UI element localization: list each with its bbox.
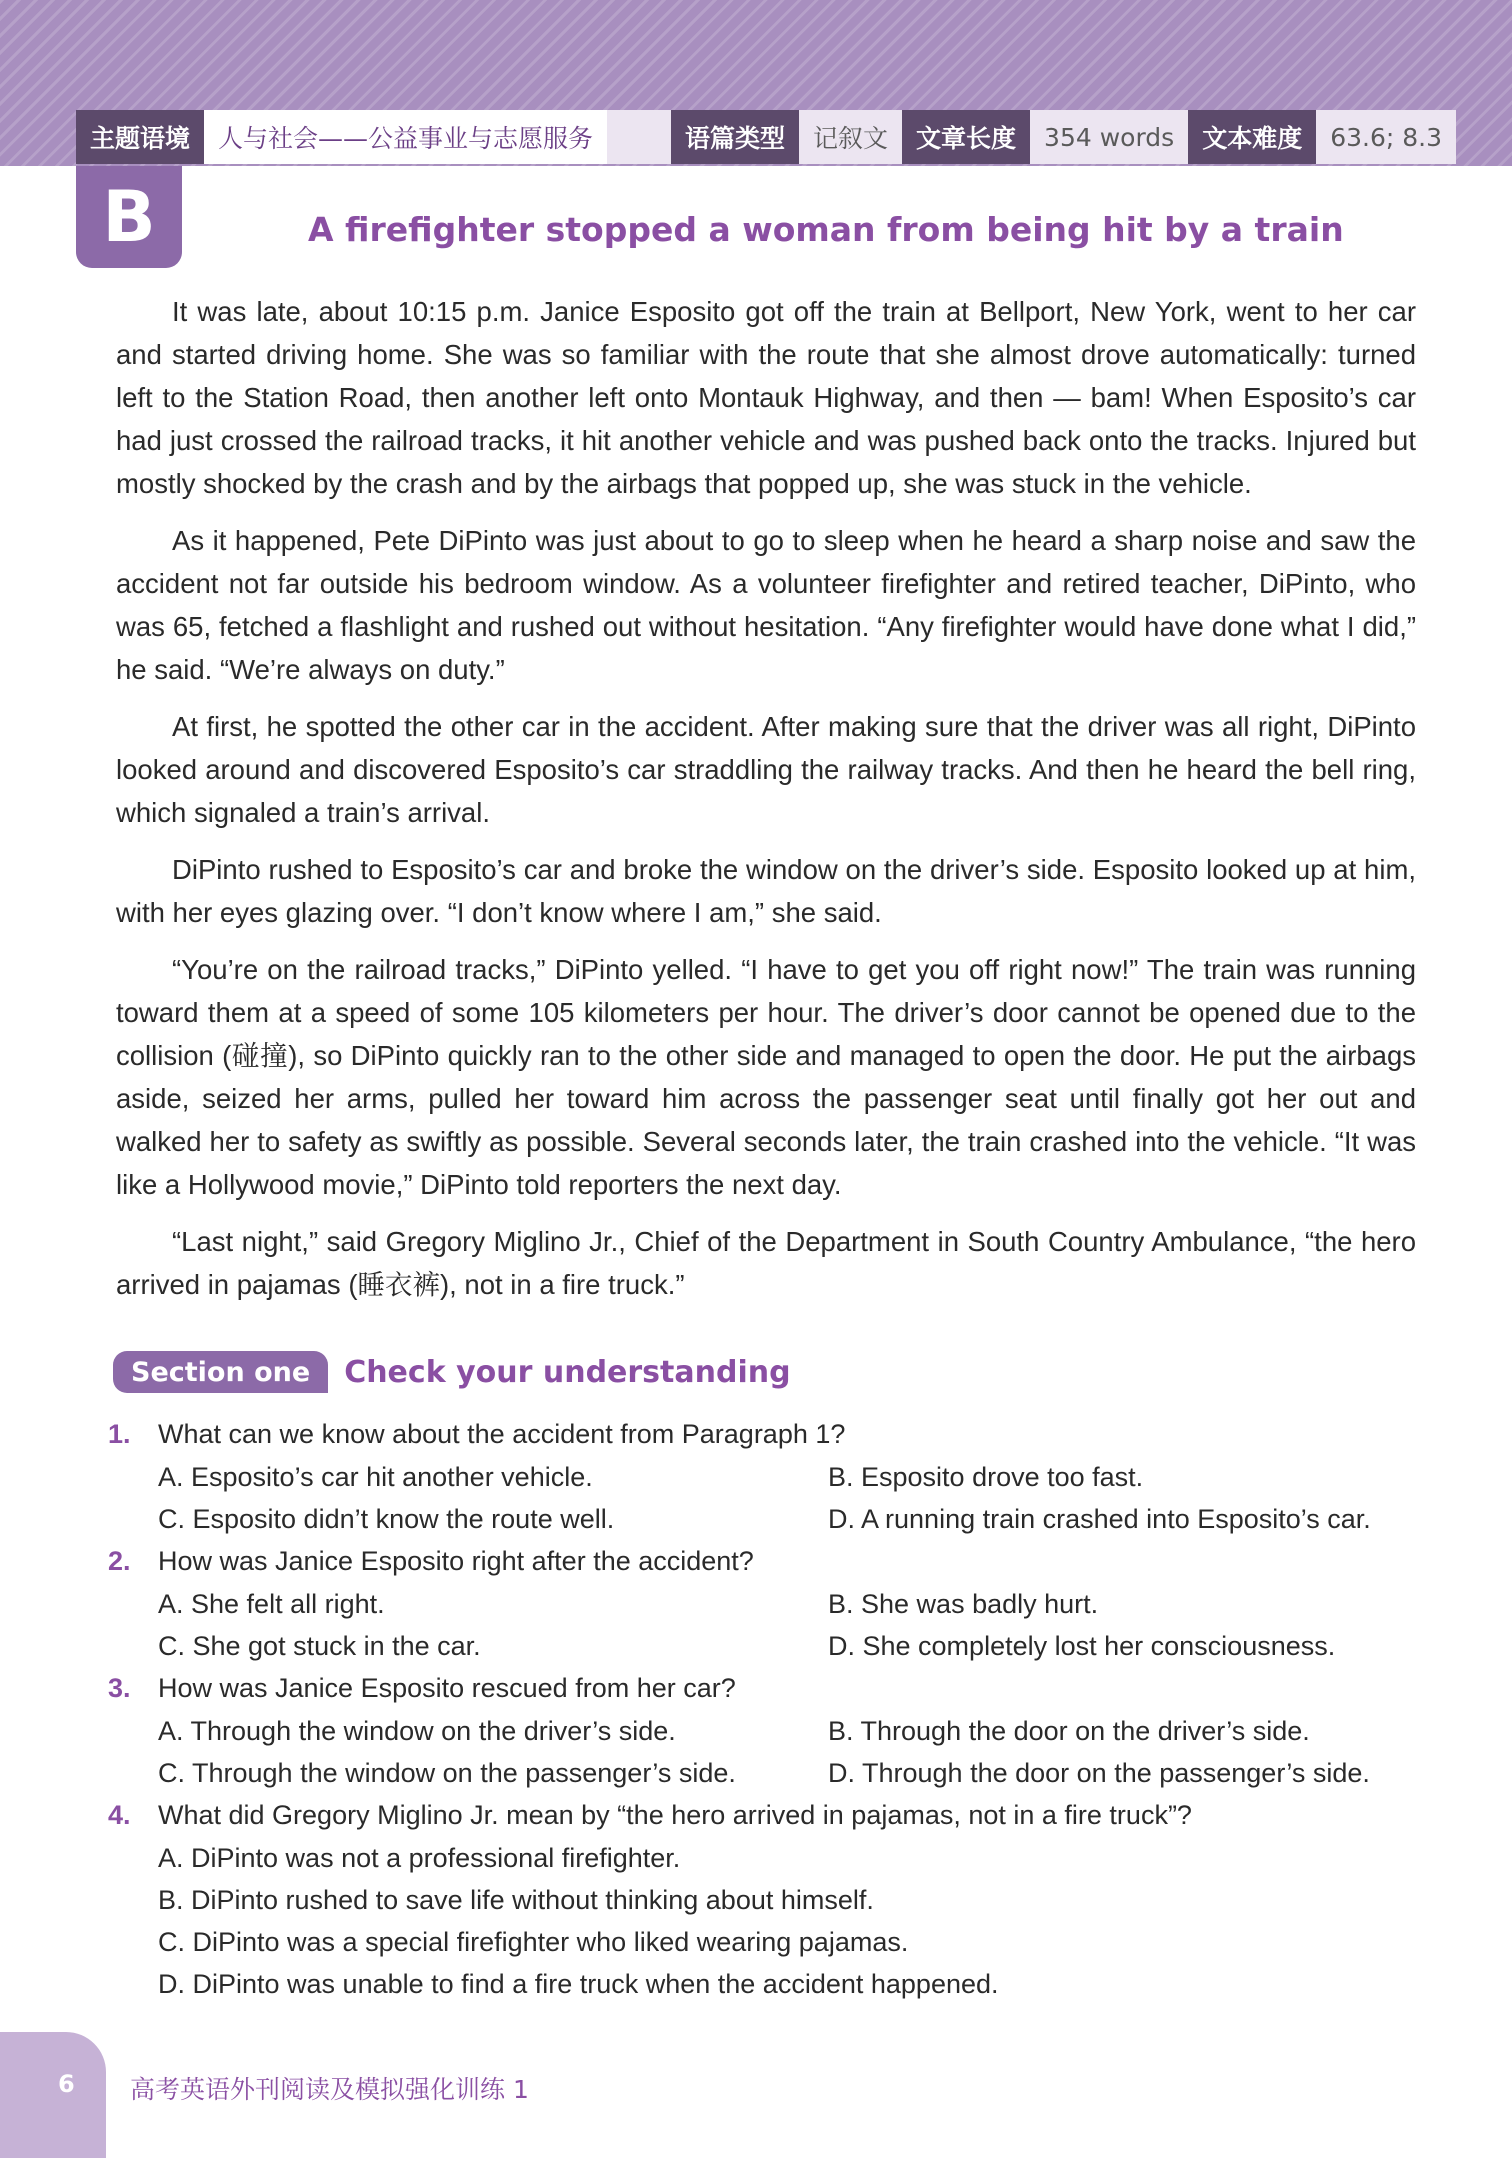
option-a[interactable]: A. Through the window on the driver’s side. [158, 1715, 676, 1746]
option-c[interactable]: C. She got stuck in the car. [158, 1630, 481, 1661]
option-d[interactable]: D. DiPinto was unable to find a fire truck when the accident happened. [158, 1968, 999, 1999]
paragraph-5: “You’re on the railroad tracks,” DiPinto yelled. “I have to get you off right now!” The train was running toward them at a speed of some 105 kilometers per hour. The driver’s door cannot be opened due to the collision (碰撞), so DiPinto quickly ran to the other side and managed to open the door. He put the airbags aside, seized her arms, pulled her toward him across the passenger seat until finally got her out and walked her to safety as swiftly as possible. Several seconds later, the train crashed into the vehicle. “It was like a Hollywood movie,” DiPinto told reporters the next day. [116, 954, 1416, 1200]
option-b[interactable]: B. She was badly hurt. [828, 1588, 1099, 1619]
section-title: Check your understanding [344, 1354, 791, 1390]
theme-value: 人与社会——公益事业与志愿服务 [204, 110, 607, 164]
theme-label: 主题语境 [76, 110, 204, 164]
question-stem [108, 1413, 1428, 1456]
paragraph-6: “Last night,” said Gregory Miglino Jr., Chief of the Department in South Country Ambulance, “the hero arrived in pajamas (睡衣裤), not in a fire truck.” [116, 1226, 1416, 1300]
question-number: 1. [108, 1419, 131, 1449]
question-number: 3. [108, 1673, 131, 1703]
question-2 [108, 1540, 1428, 1667]
question-3 [108, 1667, 1428, 1794]
paragraph-4: DiPinto rushed to Esposito’s car and broke the window on the driver’s side. Esposito looked up at him, with her eyes glazing over. “I don’t know where I am,” she said. [116, 854, 1416, 928]
question-number: 2. [108, 1546, 131, 1576]
question-text: What did Gregory Miglino Jr. mean by “the hero arrived in pajamas, not in a fire truck”? [158, 1800, 1192, 1830]
question-4 [108, 1794, 1428, 2005]
question-stem [108, 1667, 1428, 1710]
length-label: 文章长度 [902, 110, 1030, 164]
option-c[interactable]: C. Through the window on the passenger’s side. [158, 1757, 736, 1788]
option-d[interactable]: D. Through the door on the passenger’s side. [828, 1757, 1370, 1788]
info-bar-spacer [607, 110, 671, 164]
text-type-value: 记叙文 [799, 110, 902, 164]
question-stem [108, 1540, 1428, 1583]
option-b[interactable]: B. Esposito drove too fast. [828, 1461, 1144, 1492]
question-stem [108, 1794, 1428, 1837]
section-heading [113, 1351, 791, 1393]
difficulty-value: 63.6; 8.3 [1316, 110, 1456, 164]
text-type-label: 语篇类型 [671, 110, 799, 164]
footer-tab [0, 2032, 106, 2158]
paragraph-1: It was late, about 10:15 p.m. Janice Esposito got off the train at Bellport, New York, went to her car and started driving home. She was so familiar with the route that she almost drove automatically: turned left to the Station Road, then another left onto Montauk Highway, and then — bam! When Esposito’s car had just crossed the railroad tracks, it hit another vehicle and was pushed back onto the tracks. Injured but mostly shocked by the crash and by the airbags that popped up, she was stuck in the vehicle. [116, 296, 1416, 499]
question-text: How was Janice Esposito rescued from her car? [158, 1673, 736, 1703]
page-number: 6 [58, 2070, 75, 2098]
option-d[interactable]: D. A running train crashed into Esposito’s car. [828, 1503, 1371, 1534]
section-pill: Section one [113, 1351, 328, 1393]
paragraph-3: At first, he spotted the other car in the accident. After making sure that the driver was all right, DiPinto looked around and discovered Esposito’s car straddling the railway tracks. And then he heard the bell ring, which signaled a train’s arrival. [116, 711, 1416, 828]
options [158, 1583, 1428, 1667]
article-info-bar [76, 110, 1456, 164]
option-a[interactable]: A. She felt all right. [158, 1588, 385, 1619]
question-text: What can we know about the accident from Paragraph 1? [158, 1419, 846, 1449]
book-title: 高考英语外刊阅读及模拟强化训练 1 [130, 2075, 529, 2104]
option-a[interactable]: A. DiPinto was not a professional firefighter. [158, 1842, 681, 1873]
paragraph-2: As it happened, Pete DiPinto was just about to go to sleep when he heard a sharp noise and saw the accident not far outside his bedroom window. As a volunteer firefighter and retired teacher, DiPinto, who was 65, fetched a flashlight and rushed out without hesitation. “Any firefighter would have done what I did,” he said. “We’re always on duty.” [116, 525, 1416, 685]
option-a[interactable]: A. Esposito’s car hit another vehicle. [158, 1461, 593, 1492]
option-b[interactable]: B. Through the door on the driver’s side. [828, 1715, 1310, 1746]
options [158, 1710, 1428, 1794]
option-c[interactable]: C. Esposito didn’t know the route well. [158, 1503, 615, 1534]
question-number: 4. [108, 1800, 131, 1830]
length-value: 354 words [1030, 110, 1188, 164]
options [158, 1456, 1428, 1540]
option-c[interactable]: C. DiPinto was a special firefighter who liked wearing pajamas. [158, 1926, 909, 1957]
option-b[interactable]: B. DiPinto rushed to save life without thinking about himself. [158, 1884, 874, 1915]
difficulty-label: 文本难度 [1188, 110, 1316, 164]
options [158, 1837, 1428, 2005]
question-1 [108, 1413, 1428, 1540]
question-text: How was Janice Esposito right after the accident? [158, 1546, 754, 1576]
option-d[interactable]: D. She completely lost her consciousness. [828, 1630, 1336, 1661]
question-list [108, 1413, 1428, 2005]
section-letter-tag: B [76, 166, 182, 268]
article-title: A firefighter stopped a woman from being hit by a train [308, 210, 1344, 249]
article-body [116, 290, 1416, 1320]
